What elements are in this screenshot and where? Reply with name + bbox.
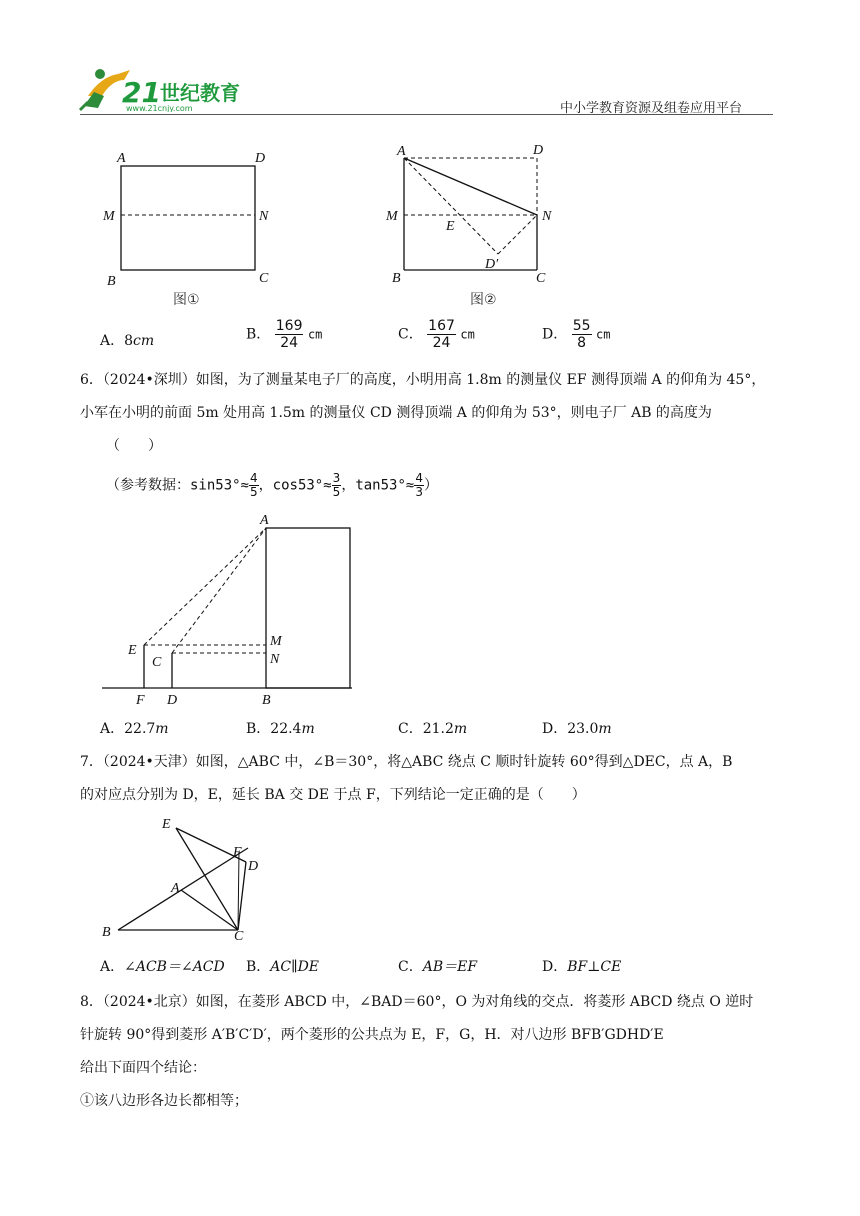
label-D: D bbox=[533, 143, 544, 158]
label-F: F bbox=[233, 845, 242, 860]
q7-stem-line1: 7．（2024•天津）如图，△ABC 中，∠B＝30°，将△ABC 绕点 C 顺时针旋转 60°得到△DEC，点 A，B bbox=[80, 754, 733, 770]
label-F: F bbox=[136, 693, 145, 708]
option-letter: B． bbox=[246, 326, 271, 343]
q5-figure-1 bbox=[95, 140, 295, 315]
q5-option-b[interactable] bbox=[246, 318, 322, 351]
q8-stem-line3: 给出下面四个结论： bbox=[80, 1060, 206, 1076]
platform-name: 中小学教育资源及组卷应用平台 bbox=[560, 101, 743, 116]
label-D: D bbox=[167, 693, 178, 708]
q6-figure bbox=[100, 508, 360, 708]
option-fraction: $\frac{55}{8}$ bbox=[572, 318, 591, 351]
q6-option-b[interactable]: B．22.4m bbox=[246, 721, 315, 737]
logo-number: 21 bbox=[122, 76, 161, 109]
label-D: D bbox=[255, 151, 266, 166]
q5-option-a[interactable] bbox=[100, 330, 154, 350]
label-N: N bbox=[259, 209, 269, 224]
label-C: C bbox=[259, 271, 269, 286]
option-fraction: $\frac{167}{24}$ bbox=[428, 318, 455, 351]
label-E: E bbox=[128, 643, 137, 658]
logo-url: www.21cnjy.com bbox=[126, 104, 193, 112]
label-D: D bbox=[248, 859, 259, 874]
q7-stem-line2: 的对应点分别为 D，E，延长 BA 交 DE 于点 F，下列结论一定正确的是（ ） bbox=[80, 787, 586, 803]
label-M: M bbox=[270, 634, 282, 649]
label-B: B bbox=[107, 274, 116, 289]
label-C: C bbox=[152, 655, 162, 670]
label-A: A bbox=[171, 881, 180, 896]
q6-option-a[interactable]: A．22.7m bbox=[100, 721, 169, 737]
label-E: E bbox=[162, 817, 171, 832]
q5-option-d[interactable] bbox=[542, 318, 610, 351]
label-C: C bbox=[536, 271, 546, 286]
q5-figure-2 bbox=[380, 140, 570, 315]
q6-stem-line2: 小军在小明的前面 5m 处用高 1.5m 的测量仪 CD 测得顶端 A 的仰角为 53°，则电子厂 AB 的高度为 bbox=[80, 405, 712, 421]
label-B: B bbox=[102, 925, 111, 940]
label-N: N bbox=[270, 652, 280, 667]
label-M: M bbox=[386, 209, 398, 224]
label-D-prime: D′ bbox=[485, 257, 499, 272]
label-E: E bbox=[446, 219, 455, 234]
option-value: 8 bbox=[124, 333, 134, 349]
header-divider bbox=[80, 114, 773, 115]
q7-option-a[interactable]: A．∠ACB＝∠ACD bbox=[100, 959, 225, 975]
label-B: B bbox=[262, 693, 271, 708]
q5-option-c[interactable] bbox=[398, 318, 475, 351]
label-M: M bbox=[103, 209, 115, 224]
q6-stem-line3: （ ） bbox=[106, 438, 162, 454]
option-unit: cm bbox=[460, 327, 475, 342]
label-N: N bbox=[542, 209, 552, 224]
label-A: A bbox=[397, 144, 406, 159]
label-A: A bbox=[260, 513, 269, 528]
option-letter: A． bbox=[100, 333, 125, 349]
q6-stem-line1: 6．（2024•深圳）如图，为了测量某电子厂的高度，小明用高 1.8m 的测量仪 EF 测得顶端 A 的仰角为 45°， bbox=[80, 372, 766, 388]
logo bbox=[78, 66, 258, 112]
label-A: A bbox=[117, 151, 126, 166]
logo-runner-icon bbox=[78, 66, 258, 112]
q7-option-d[interactable]: D．BF⊥CE bbox=[542, 959, 622, 975]
option-letter: C． bbox=[398, 326, 423, 343]
q8-stem-line1: 8．（2024•北京）如图，在菱形 ABCD 中，∠BAD＝60°，O 为对角线的交点．将菱形 ABCD 绕点 O 逆时 bbox=[80, 994, 754, 1010]
option-unit: cm bbox=[595, 327, 611, 342]
caption-fig2: 图② bbox=[470, 292, 497, 308]
q7-option-c[interactable]: C．AB＝EF bbox=[398, 959, 478, 975]
q8-stem-line2: 针旋转 90°得到菱形 A′B′C′D′，两个菱形的公共点为 E，F，G，H．对八边形 BFB′GDHD′E bbox=[80, 1027, 664, 1043]
caption-fig1: 图① bbox=[173, 292, 200, 308]
label-B: B bbox=[392, 271, 401, 286]
q6-option-c[interactable]: C．21.2m bbox=[398, 721, 468, 737]
option-unit: cm bbox=[133, 333, 155, 349]
q6-option-d[interactable]: D．23.0m bbox=[542, 721, 612, 737]
option-unit: cm bbox=[307, 327, 323, 342]
label-C: C bbox=[234, 929, 244, 944]
q6-reference-data: （参考数据：sin53°≈ $\frac{4}{5}$ ，cos53°≈ $\frac{3}{5}$ ，tan53°≈ $\frac{4}{3}$ ） bbox=[106, 471, 438, 499]
q8-conclusion-1: ①该八边形各边长都相等； bbox=[80, 1093, 248, 1109]
q7-figure bbox=[96, 814, 276, 944]
q7-option-b[interactable]: B．AC∥DE bbox=[246, 959, 320, 975]
option-fraction: $\frac{169}{24}$ bbox=[275, 318, 303, 351]
option-letter: D． bbox=[542, 326, 568, 343]
logo-text: 世纪教育 bbox=[160, 81, 240, 105]
